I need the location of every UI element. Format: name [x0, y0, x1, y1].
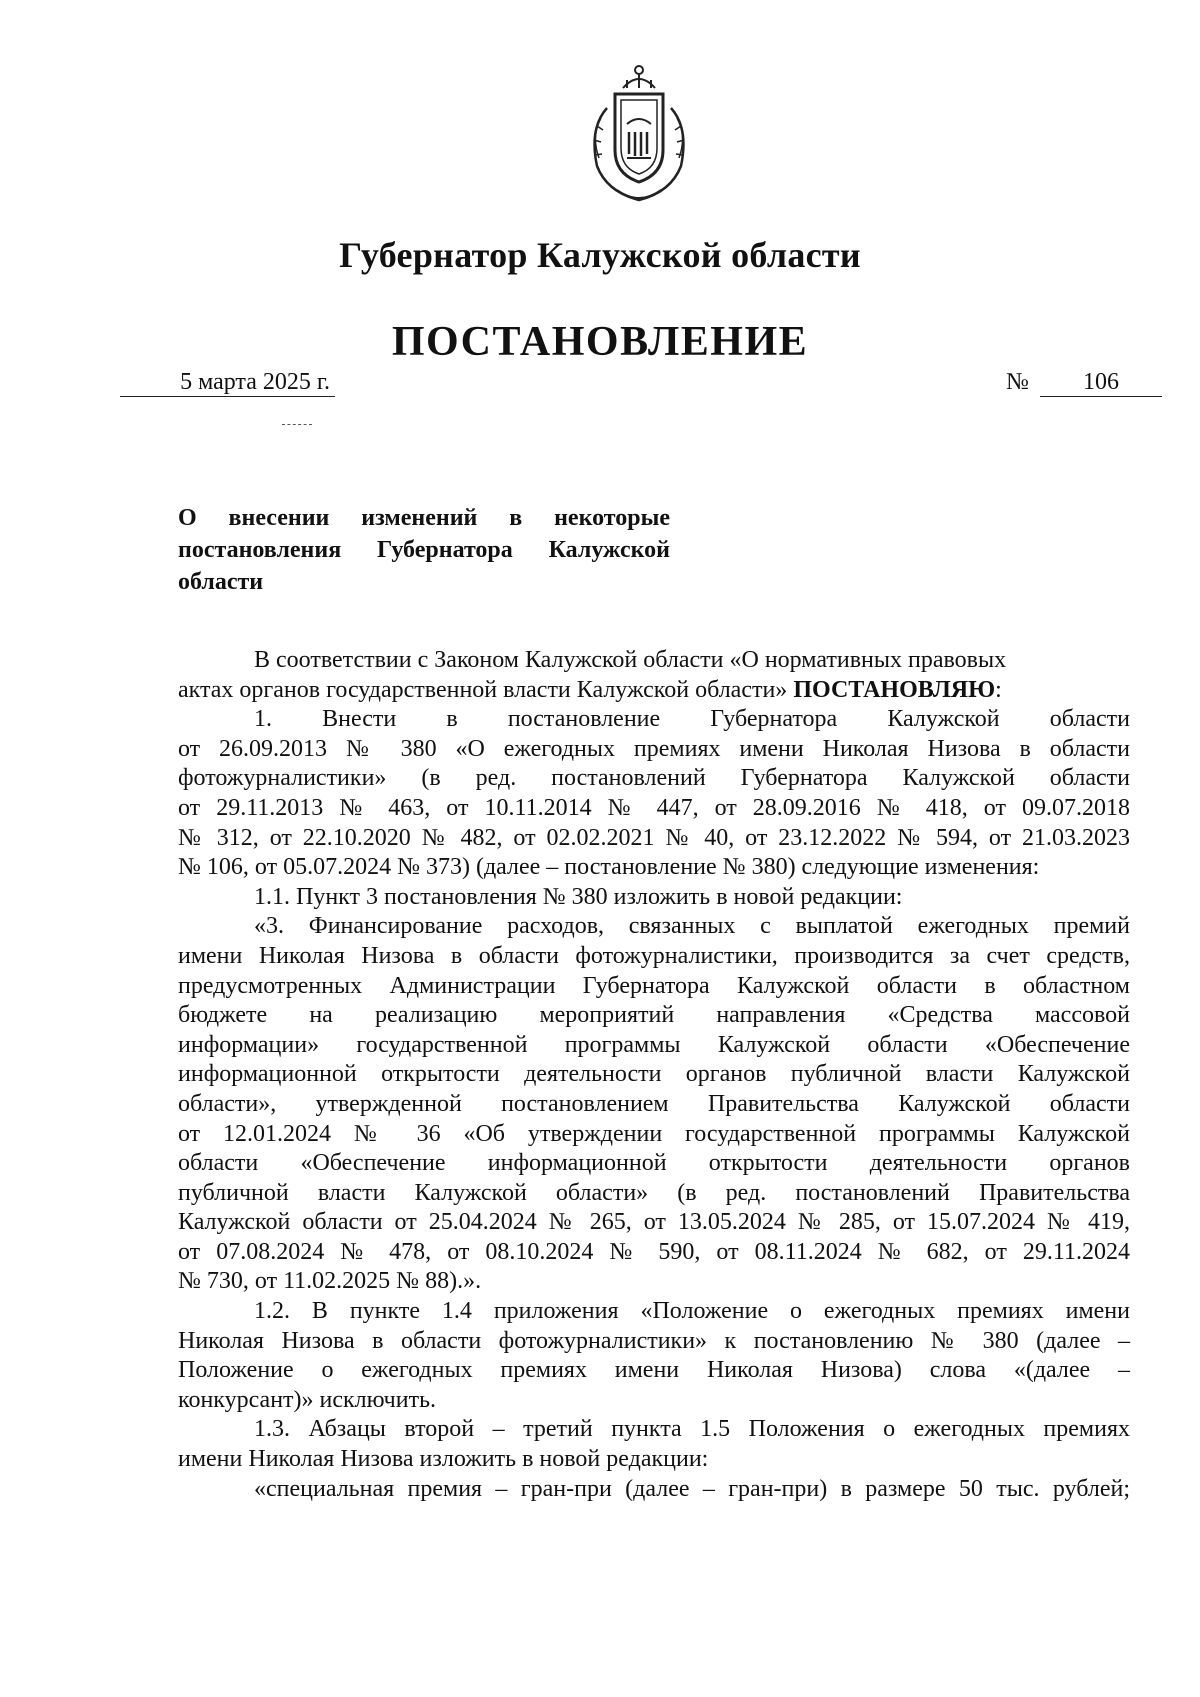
dash-mark	[282, 424, 312, 425]
decree-colon: :	[995, 676, 1002, 703]
body-line: 1.1. Пункт 3 постановления № 380 изложить в новой редакции:	[254, 883, 903, 910]
document-type: ПОСТАНОВЛЕНИЕ	[391, 319, 809, 365]
preamble-line-2	[178, 676, 1130, 706]
subject-line: области	[178, 569, 264, 595]
body-line: предусмотренных Администрации Губернатора Калужской области в областном	[178, 972, 1130, 999]
body-line: бюджете на реализацию мероприятий направления «Средства массовой	[178, 1002, 1130, 1029]
subject-line: постановления Губернатора Калужской	[178, 537, 670, 563]
body-line: № 730, от 11.02.2025 № 88).».	[178, 1268, 482, 1295]
body-line: «специальная премия – гран-при (далее – гран-при) в размере 50 тыс. рублей;	[254, 1475, 1130, 1502]
body-line: 1. Внести в постановление Губернатора Калужской области	[254, 706, 1130, 733]
body-line: области «Обеспечение информационной открытости деятельности органов	[178, 1150, 1130, 1177]
body-line: «3. Финансирование расходов, связанных с выплатой ежегодных премий	[254, 913, 1130, 940]
subject-line: О внесении изменений в некоторые	[178, 505, 670, 531]
body-line: от 07.08.2024 № 478, от 08.10.2024 № 590, от 08.11.2024 № 682, от 29.11.2024	[178, 1238, 1130, 1265]
decree-word: ПОСТАНОВЛЯЮ	[793, 676, 996, 703]
body-line: № 106, от 05.07.2024 № 373) (далее – постановление № 380) следующие изменения:	[178, 854, 1040, 881]
body-line: 1.2. В пункте 1.4 приложения «Положение о ежегодных премиях имени	[254, 1298, 1130, 1325]
body-line: № 312, от 22.10.2020 № 482, от 02.02.2021 № 40, от 23.12.2022 № 594, от 21.03.2023	[178, 824, 1130, 851]
body-line: 1.3. Абзацы второй – третий пункта 1.5 Положения о ежегодных премиях	[254, 1416, 1130, 1443]
body-line: Положение о ежегодных премиях имени Николая Низова) слова «(далее –	[178, 1357, 1130, 1384]
number-sign: №	[1006, 369, 1029, 395]
coat-of-arms-emblem	[577, 58, 701, 206]
body-line: от 29.11.2013 № 463, от 10.11.2014 № 447, от 28.09.2016 № 418, от 09.07.2018	[178, 794, 1130, 821]
body-line: публичной власти Калужской области» (в ред. постановлений Правительства	[178, 1179, 1130, 1206]
issuing-authority: Губернатор Калужской области	[339, 235, 861, 275]
document-subject	[178, 502, 670, 598]
preamble-text: актах органов государственной власти Калужской области»	[178, 676, 788, 703]
body-line: от 26.09.2013 № 380 «О ежегодных премиях имени Николая Низова в области	[178, 735, 1130, 762]
body-line: фотожурналистики» (в ред. постановлений Губернатора Калужской области	[178, 765, 1130, 792]
document-number: 106	[1040, 368, 1162, 397]
preamble-line-1: В соответствии с Законом Калужской области «О нормативных правовых	[254, 647, 1007, 673]
body-line: имени Николая Низова изложить в новой редакции:	[178, 1446, 709, 1473]
body-line: информации» государственной программы Калужской области «Обеспечение	[178, 1031, 1130, 1058]
document-date: 5 марта 2025 г.	[120, 368, 335, 397]
body-line: Калужской области от 25.04.2024 № 265, от 13.05.2024 № 285, от 15.07.2024 № 419,	[178, 1209, 1130, 1236]
body-line: Николая Низова в области фотожурналистики» к постановлению № 380 (далее –	[178, 1327, 1130, 1354]
body-line: от 12.01.2024 № 36 «Об утверждении государственной программы Калужской	[178, 1120, 1130, 1147]
body-line: области», утвержденной постановлением Правительства Калужской области	[178, 1090, 1130, 1117]
body-line: конкурсант)» исключить.	[178, 1386, 437, 1413]
document-body	[178, 646, 1130, 1504]
body-line: имени Николая Низова в области фотожурналистики, производится за счет средств,	[178, 942, 1130, 969]
body-line: информационной открытости деятельности органов публичной власти Калужской	[178, 1061, 1130, 1088]
